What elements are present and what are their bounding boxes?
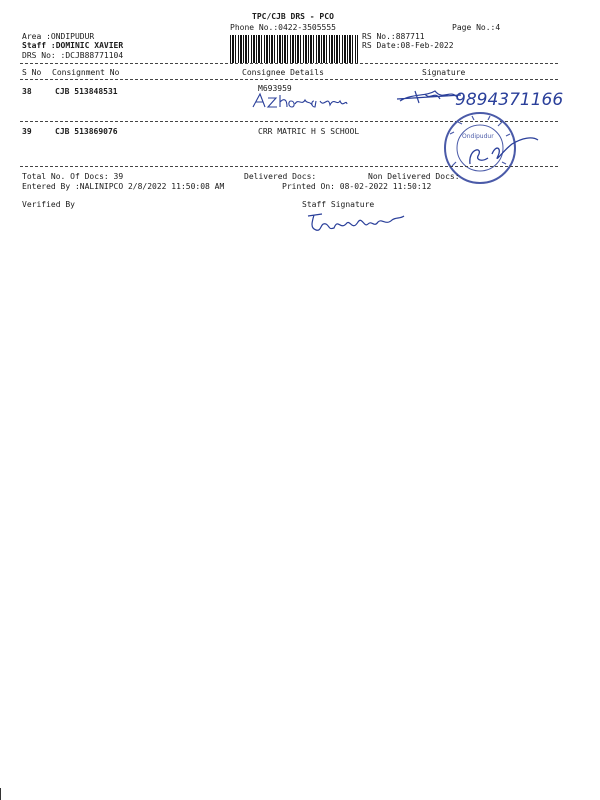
row-sno: 39	[22, 127, 32, 136]
column-header-sno: S No	[22, 68, 42, 77]
document-title: TPC/CJB DRS - PCO	[252, 12, 334, 21]
barcode	[230, 35, 358, 63]
entered-by: Entered By :NALINIPCO 2/8/2022 11:50:08 AM	[22, 182, 225, 191]
handwritten-phone: 9894371166	[455, 90, 564, 110]
total-docs: Total No. Of Docs: 39	[22, 172, 124, 181]
row-sno: 38	[22, 87, 32, 96]
column-header-consignee: Consignee Details	[242, 68, 324, 77]
printed-on: Printed On: 08-02-2022 11:50:12	[282, 182, 432, 191]
column-header-signature: Signature	[422, 68, 466, 77]
page-number: Page No.:4	[452, 23, 501, 32]
staff-label: Staff :DOMINIC XAVIER	[22, 41, 124, 50]
staff-signature-label: Staff Signature	[302, 200, 375, 209]
corner-mark	[0, 788, 7, 800]
row-consignment: CJB 513848531	[55, 87, 118, 96]
row-consignee: M693959	[258, 84, 292, 93]
rs-number: RS No.:887711	[362, 32, 425, 41]
divider	[20, 63, 558, 64]
staff-handwritten-signature	[300, 210, 410, 238]
stamp-center-text: Ondipudur	[462, 133, 494, 140]
row-consignment: CJB 513869076	[55, 127, 118, 136]
row-consignee: CRR MATRIC H S SCHOOL	[258, 127, 360, 136]
drs-number: DRS No: :DCJB88771104	[22, 51, 124, 60]
phone-number: Phone No.:0422-3505555	[230, 23, 336, 32]
rs-date: RS Date:08-Feb-2022	[362, 41, 454, 50]
area-label: Area :ONDIPUDUR	[22, 32, 95, 41]
delivered-docs: Delivered Docs:	[244, 172, 317, 181]
handwritten-consignee-name	[250, 92, 350, 110]
divider	[20, 79, 558, 80]
column-header-consignment: Consignment No	[52, 68, 120, 77]
verified-by-label: Verified By	[22, 200, 75, 209]
divider	[20, 166, 558, 167]
non-delivered-docs: Non Delivered Docs:	[368, 172, 460, 181]
